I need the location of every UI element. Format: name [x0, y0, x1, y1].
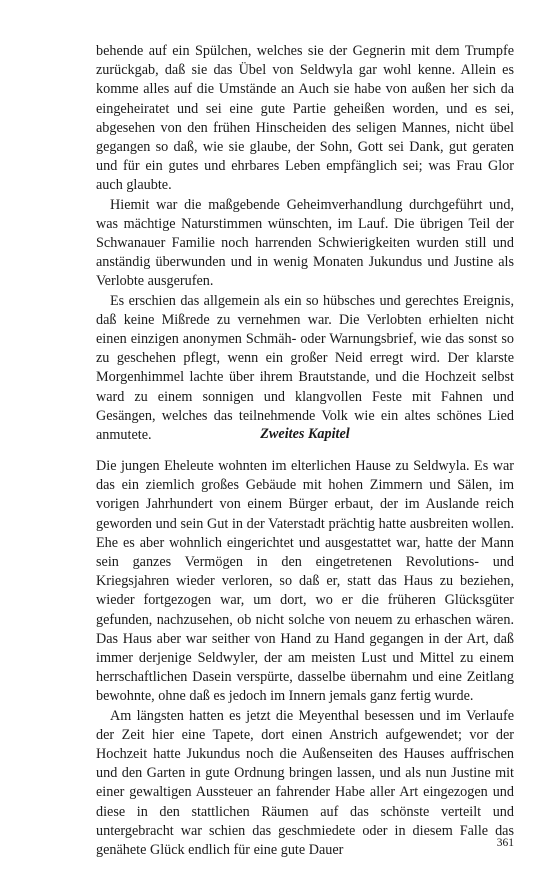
body-text-top	[96, 42, 514, 445]
paragraph: Am längsten hatten es jetzt die Meyenthal besessen und im Verlaufe der Zeit hier eine Tapete, dort einen Anstrich aufgewendet; vor der Hochzeit hatte Jukundus noch die Außenseiten des Hauses auffrischen und den Garten in gute Ordnung bringen lassen, und als nun Justine mit einer gewaltigen Aussteuer an fahrender Habe aller Art eingezogen und diese in den stattlichen Räumen auf das schönste verteilt und untergebracht war schien das geschmiedete oder in diesem Falle das genähete Glück endlich für eine gute Dauer	[96, 707, 514, 859]
paragraph: Hiemit war die maßgebende Geheimverhandlung durchgeführt und, was mächtige Naturstimmen wünschten, im Lauf. Die übrigen Teil der Schwanauer Familie noch harrenden Schwierigkeiten wurden still und anständig überwunden und in wenig Monaten Jukundus und Justine als Verlobte ausgerufen.	[96, 196, 514, 290]
paragraph: Die jungen Eheleute wohnten im elterlichen Hause zu Seldwyla. Es war das ein ziemlich großes Gebäude mit hohen Zimmern und Sälen, im vorigen Jahrhundert von einem Bürger erbaut, der im Auslande reich geworden und sein Gut in der Vaterstadt prächtig hatte ausbreiten wollen. Ehe es aber wohnlich eingerichtet und ausgestattet war, hatte der Mann sein ganzes Vermögen in den eingetretenen Revolutions- und Kriegsjahren wieder verloren, so daß er, statt das Haus zu beziehen, wieder fortgezogen war, um dort, wo er die früheren Glücksgüter gefunden, nachzusehen, ob nicht solche von neuem zu erhaschen wären. Das Haus aber war seither von Hand zu Hand gegangen in der Art, daß immer derjenige Seldwyler, der am meisten Lust und Mittel zu einem herrschaftlichen Dasein verspürte, dasselbe übernahm und eine Zeitlang bewohnte, ohne daß es jedoch im Innern jemals ganz fertig wurde.	[96, 458, 514, 705]
paragraph: behende auf ein Spülchen, welches sie der Gegnerin mit dem Trumpfe zurückgab, daß sie das Übel von Seldwyla gar wohl kenne. Allein es komme alles auf die Umstände an Auch sie habe von außen her sich da eingeheiratet und sei eine gute Partie geheißen worden, und es sei, abgesehen von den frühen Hinscheiden des seligen Mannes, nicht übel gegangen so daß, wie sie glaube, der Sohn, Gott sei Dank, gut geraten und für ein gutes und ehrbares Leben empfänglich sei; was Frau Glor auch glaubte.	[96, 43, 514, 194]
paragraph: Es erschien das allgemein als ein so hübsches und gerechtes Ereignis, daß keine Mißrede zu vernehmen war. Die Verlobten erhielten nicht einen einzigen anonymen Schmäh- oder Warnungsbrief, wie das sonst so zu geschehen pflegt, wenn ein großer Neid erregt wird. Der klarste Morgenhimmel lachte über ihrem Brautstande, und die Hochzeit selbst ward zu einem sonnigen und klangvollen Feste mit Fahnen und Gesängen, welches das teilnehmende Volk wie ein altes schönes Lied anmutete.	[96, 292, 514, 444]
body-text-bottom	[96, 457, 514, 860]
page-number: 361	[496, 837, 514, 849]
chapter-heading: Zweites Kapitel	[260, 426, 350, 442]
